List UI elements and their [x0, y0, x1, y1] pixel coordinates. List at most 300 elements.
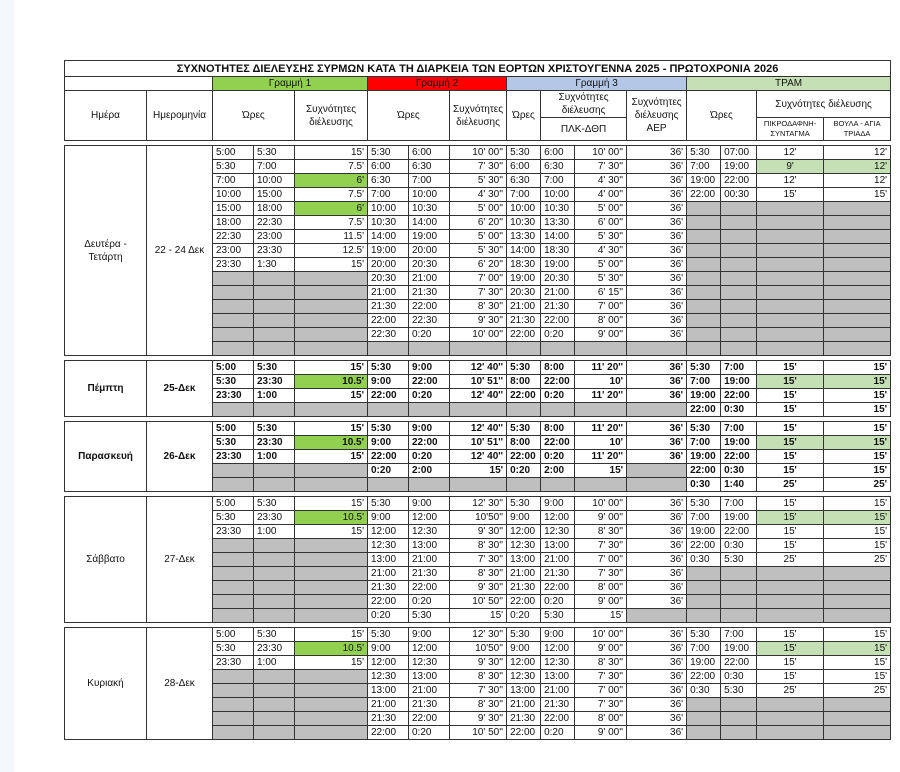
line3-from: 13:30: [507, 230, 541, 244]
empty-cell: [757, 328, 824, 342]
line3-frequency: 15': [575, 464, 627, 478]
empty-cell: [721, 328, 757, 342]
empty-cell: [295, 314, 368, 328]
line1-frequency: 15': [295, 258, 368, 272]
line3-from: 13:00: [507, 684, 541, 698]
line2-from: 12:00: [368, 656, 409, 670]
empty-cell: [721, 202, 757, 216]
empty-cell: [295, 539, 368, 553]
empty-cell: [295, 581, 368, 595]
empty-cell: [757, 272, 824, 286]
empty-cell: [627, 464, 687, 478]
line1-from: 7:00: [213, 174, 254, 188]
empty-cell: [254, 684, 295, 698]
line2-frequency: 10' 51'': [450, 375, 507, 389]
empty-cell: [213, 342, 254, 356]
line3-to: 22:00: [541, 712, 575, 726]
line2-frequency: 6' 20'': [450, 258, 507, 272]
line2-to: 21:00: [409, 684, 450, 698]
empty-cell: [757, 726, 824, 740]
line3-airport-frequency: 36': [627, 628, 687, 642]
line2-frequency: 8' 30'': [450, 567, 507, 581]
line2-to: 5:30: [409, 609, 450, 623]
tram-route-b-frequency: 15': [824, 389, 891, 403]
empty-cell: [213, 553, 254, 567]
empty-cell: [757, 698, 824, 712]
line2-from: 20:00: [368, 258, 409, 272]
line3-from: 9:00: [507, 642, 541, 656]
line1-from: 18:00: [213, 216, 254, 230]
column-header-row-1: [65, 91, 891, 118]
line2-frequency: 5' 30'': [450, 174, 507, 188]
line3-frequency: 5' 30'': [575, 272, 627, 286]
line2-from: 22:00: [368, 595, 409, 609]
empty-cell: [721, 230, 757, 244]
line3-from: 14:00: [507, 244, 541, 258]
line2-to: 21:30: [409, 286, 450, 300]
tram-from: 19:00: [687, 389, 721, 403]
line1-to: 1:00: [254, 389, 295, 403]
line1-from: 5:30: [213, 375, 254, 389]
line2-from: 13:00: [368, 553, 409, 567]
tram-hours-header: Ώρες: [687, 91, 757, 141]
tram-to: 0:30: [721, 539, 757, 553]
line3-from: 12:00: [507, 525, 541, 539]
day-cell: Παρασκευή: [65, 422, 147, 492]
tram-route-a-frequency: 15': [757, 539, 824, 553]
line3-plk-header: ΠΛΚ-ΔΘΠ: [541, 118, 627, 141]
empty-cell: [687, 244, 721, 258]
line2-frequency: 10' 50'': [450, 595, 507, 609]
line3-to: 21:00: [541, 286, 575, 300]
tram-to: 19:00: [721, 160, 757, 174]
line3-to: 8:00: [541, 361, 575, 375]
line2-frequency: 5' 00'': [450, 202, 507, 216]
line3-header: Γραμμή 3: [507, 77, 687, 91]
line1-to: 22:30: [254, 216, 295, 230]
empty-cell: [757, 244, 824, 258]
empty-cell: [541, 403, 575, 417]
line1-frequency: 10.5': [295, 375, 368, 389]
line2-frequency: 10'50'': [450, 511, 507, 525]
tram-header: ΤΡΑΜ: [687, 77, 891, 91]
tram-route-b-frequency: 15': [824, 628, 891, 642]
empty-cell: [213, 272, 254, 286]
empty-cell: [757, 567, 824, 581]
line3-frequency: 10' 00'': [575, 497, 627, 511]
line3-frequency: 8' 30'': [575, 656, 627, 670]
line2-frequency: 10'50'': [450, 642, 507, 656]
empty-cell: [824, 567, 891, 581]
tram-route-b-frequency: 15': [824, 642, 891, 656]
line3-airport-frequency: 36': [627, 656, 687, 670]
tram-route-b-frequency: 15': [824, 436, 891, 450]
tram-route-b-frequency: 15': [824, 670, 891, 684]
empty-cell: [254, 670, 295, 684]
line3-from: 18:30: [507, 258, 541, 272]
line3-frequency: 9' 00'': [575, 726, 627, 740]
line1-from: 23:30: [213, 525, 254, 539]
line3-to: 21:00: [541, 553, 575, 567]
line1-from: 23:30: [213, 450, 254, 464]
empty-cell: [254, 314, 295, 328]
line2-to: 6:00: [409, 146, 450, 160]
tram-to: 0:30: [721, 403, 757, 417]
line2-to: 9:00: [409, 422, 450, 436]
line2-from: 22:00: [368, 314, 409, 328]
line3-to: 7:00: [541, 174, 575, 188]
empty-cell: [824, 609, 891, 623]
line2-frequency: 10' 00'': [450, 328, 507, 342]
line2-frequency: 10' 51'': [450, 436, 507, 450]
date-cell: 22 - 24 Δεκ: [147, 146, 213, 356]
line2-to: 10:00: [409, 188, 450, 202]
empty-cell: [213, 581, 254, 595]
line2-frequency: 7' 30'': [450, 160, 507, 174]
empty-cell: [687, 230, 721, 244]
tram-from: 7:00: [687, 436, 721, 450]
line3-airport-frequency: 36': [627, 328, 687, 342]
line2-to: 12:30: [409, 525, 450, 539]
line1-to: 5:30: [254, 628, 295, 642]
line2-frequency: 7' 00'': [450, 272, 507, 286]
tram-route-a-frequency: 15': [757, 656, 824, 670]
line3-airport-frequency: 36': [627, 726, 687, 740]
empty-cell: [687, 286, 721, 300]
line3-from: 21:00: [507, 698, 541, 712]
line3-airport-frequency: 36': [627, 300, 687, 314]
line3-from: 8:00: [507, 436, 541, 450]
line2-frequency: 12' 40'': [450, 450, 507, 464]
table-row: [65, 628, 891, 642]
empty-cell: [824, 202, 891, 216]
tram-to: 7:00: [721, 422, 757, 436]
tram-route-a-frequency: 15': [757, 525, 824, 539]
tram-route-a-frequency: 25': [757, 478, 824, 492]
line2-to: 20:00: [409, 244, 450, 258]
tram-route-a-frequency: 15': [757, 375, 824, 389]
line2-frequency: 12' 30'': [450, 628, 507, 642]
empty-cell: [213, 595, 254, 609]
line3-airport-frequency: 36': [627, 375, 687, 389]
tram-to: 22:00: [721, 525, 757, 539]
line3-to: 0:20: [541, 389, 575, 403]
tram-to: 22:00: [721, 174, 757, 188]
tram-route-a-frequency: 15': [757, 450, 824, 464]
tram-from: 7:00: [687, 375, 721, 389]
line2-to: 9:00: [409, 361, 450, 375]
line1-frequency: 15': [295, 628, 368, 642]
empty-cell: [757, 595, 824, 609]
tram-from: 0:30: [687, 478, 721, 492]
tram-to: 5:30: [721, 684, 757, 698]
line3-airport-frequency: 36': [627, 497, 687, 511]
line2-to: 22:00: [409, 712, 450, 726]
date-cell: 27-Δεκ: [147, 497, 213, 623]
line1-to: 23:30: [254, 511, 295, 525]
empty-cell: [295, 478, 368, 492]
line1-frequency: 15': [295, 146, 368, 160]
line1-to: 1:30: [254, 258, 295, 272]
table-row: [65, 497, 891, 511]
line3-frequency: 7' 30'': [575, 567, 627, 581]
line3-to: 13:30: [541, 216, 575, 230]
line3-from: 7:00: [507, 188, 541, 202]
line2-frequency: 8' 30'': [450, 698, 507, 712]
line3-frequency: 10': [575, 436, 627, 450]
line3-frequency: 10': [575, 375, 627, 389]
line2-from: 21:30: [368, 581, 409, 595]
line2-to: 21:00: [409, 272, 450, 286]
line3-from: 9:00: [507, 511, 541, 525]
line3-to: 12:00: [541, 642, 575, 656]
empty-cell: [687, 202, 721, 216]
empty-cell: [409, 403, 450, 417]
tram-route-a-frequency: 12': [757, 174, 824, 188]
line1-from: 5:00: [213, 146, 254, 160]
title-row: [65, 61, 891, 77]
empty-cell: [295, 464, 368, 478]
date-cell: 25-Δεκ: [147, 361, 213, 417]
tram-route-a-frequency: 25': [757, 684, 824, 698]
line1-frequency: 15': [295, 525, 368, 539]
line3-from: 0:20: [507, 464, 541, 478]
line2-to: 21:30: [409, 698, 450, 712]
empty-cell: [824, 581, 891, 595]
empty-cell: [721, 244, 757, 258]
line2-from: 21:30: [368, 300, 409, 314]
line3-to: 12:00: [541, 511, 575, 525]
empty-cell: [254, 609, 295, 623]
tram-route-a-frequency: 15': [757, 497, 824, 511]
line2-from: 20:30: [368, 272, 409, 286]
line1-from: 23:30: [213, 656, 254, 670]
line-header-row: [65, 77, 891, 91]
empty-cell: [213, 328, 254, 342]
line1-to: 23:00: [254, 230, 295, 244]
line1-frequency: 10.5': [295, 511, 368, 525]
empty-cell: [213, 712, 254, 726]
day-cell: Κυριακή: [65, 628, 147, 740]
line3-from: 22:00: [507, 726, 541, 740]
line3-airport-frequency: 36': [627, 389, 687, 403]
line1-frequency: 15': [295, 361, 368, 375]
line2-to: 13:00: [409, 539, 450, 553]
line2-from: 10:00: [368, 202, 409, 216]
tram-to: 19:00: [721, 642, 757, 656]
empty-cell: [213, 670, 254, 684]
empty-cell: [295, 342, 368, 356]
line1-to: 23:30: [254, 436, 295, 450]
line1-frequency: 6': [295, 202, 368, 216]
empty-cell: [213, 726, 254, 740]
empty-cell: [757, 300, 824, 314]
empty-cell: [295, 403, 368, 417]
line2-from: 22:00: [368, 726, 409, 740]
empty-cell: [254, 581, 295, 595]
empty-cell: [721, 216, 757, 230]
line2-to: 0:20: [409, 328, 450, 342]
empty-cell: [213, 684, 254, 698]
empty-cell: [757, 581, 824, 595]
line3-frequency: 10' 00'': [575, 628, 627, 642]
tram-from: 5:30: [687, 361, 721, 375]
line3-to: 8:00: [541, 422, 575, 436]
line2-from: 13:00: [368, 684, 409, 698]
line3-frequency: 7' 30'': [575, 670, 627, 684]
line3-airport-frequency: 36': [627, 553, 687, 567]
line3-frequency: 11' 20'': [575, 422, 627, 436]
line3-from: 22:00: [507, 450, 541, 464]
tram-route-a-frequency: 12': [757, 146, 824, 160]
empty-cell: [295, 595, 368, 609]
line1-frequency: 15': [295, 389, 368, 403]
tram-from: 0:30: [687, 553, 721, 567]
empty-cell: [721, 698, 757, 712]
line3-frequency: 9' 00'': [575, 595, 627, 609]
line2-from: 22:30: [368, 328, 409, 342]
tram-to: 0:30: [721, 464, 757, 478]
line3-from: 5:30: [507, 146, 541, 160]
empty-cell: [450, 342, 507, 356]
tram-route-a-frequency: 15': [757, 389, 824, 403]
line3-to: 13:00: [541, 539, 575, 553]
line3-from: 19:00: [507, 272, 541, 286]
line3-hours-header: Ώρες: [507, 91, 541, 141]
line2-from: 21:00: [368, 698, 409, 712]
line2-frequency: 12' 40'': [450, 389, 507, 403]
empty-cell: [627, 403, 687, 417]
line2-to: 19:00: [409, 230, 450, 244]
line1-to: 10:00: [254, 174, 295, 188]
empty-cell: [295, 670, 368, 684]
line3-to: 10:00: [541, 188, 575, 202]
empty-cell: [687, 258, 721, 272]
line3-airport-frequency: 36': [627, 698, 687, 712]
line3-frequency: 5' 00'': [575, 258, 627, 272]
tram-route-b-frequency: 12': [824, 160, 891, 174]
line1-frequency: 7.5': [295, 188, 368, 202]
line2-to: 22:00: [409, 436, 450, 450]
empty-cell: [575, 342, 627, 356]
line3-to: 9:00: [541, 628, 575, 642]
empty-cell: [295, 553, 368, 567]
line2-frequency: 7' 30'': [450, 684, 507, 698]
line1-from: 5:30: [213, 436, 254, 450]
line2-to: 2:00: [409, 464, 450, 478]
tram-from: 5:30: [687, 422, 721, 436]
line1-from: 15:00: [213, 202, 254, 216]
tram-from: 7:00: [687, 160, 721, 174]
line2-from: 0:20: [368, 464, 409, 478]
tram-route-b-frequency: 15': [824, 403, 891, 417]
line2-frequency: 12' 30'': [450, 497, 507, 511]
line1-from: 23:30: [213, 389, 254, 403]
line2-from: 22:00: [368, 450, 409, 464]
tram-from: 19:00: [687, 656, 721, 670]
empty-cell: [254, 698, 295, 712]
line2-to: 0:20: [409, 389, 450, 403]
line2-to: 22:30: [409, 314, 450, 328]
line1-to: 5:30: [254, 422, 295, 436]
line2-to: 21:00: [409, 553, 450, 567]
tram-to: 22:00: [721, 656, 757, 670]
line3-frequency: 7' 00'': [575, 553, 627, 567]
line1-frequency: 10.5': [295, 436, 368, 450]
empty-cell: [687, 328, 721, 342]
tram-to: 7:00: [721, 361, 757, 375]
empty-cell: [721, 258, 757, 272]
tram-from: 19:00: [687, 174, 721, 188]
line2-from: 9:00: [368, 375, 409, 389]
tram-to: 19:00: [721, 436, 757, 450]
tram-to: 19:00: [721, 511, 757, 525]
line3-from: 12:00: [507, 656, 541, 670]
line1-from: 5:00: [213, 497, 254, 511]
tram-route-a-frequency: 15': [757, 436, 824, 450]
line3-airport-frequency: 36': [627, 160, 687, 174]
line3-from: 8:00: [507, 375, 541, 389]
empty-cell: [254, 595, 295, 609]
line2-from: 12:30: [368, 670, 409, 684]
line3-airport-frequency: 36': [627, 581, 687, 595]
empty-cell: [687, 300, 721, 314]
empty-cell: [757, 712, 824, 726]
empty-cell: [687, 314, 721, 328]
line3-to: 2:00: [541, 464, 575, 478]
empty-cell: [627, 478, 687, 492]
line2-frequency: 5' 00'': [450, 230, 507, 244]
empty-cell: [757, 216, 824, 230]
tram-route-a-frequency: 15': [757, 403, 824, 417]
line3-airport-frequency: 36': [627, 272, 687, 286]
empty-cell: [757, 342, 824, 356]
line2-frequency: 9' 30'': [450, 712, 507, 726]
empty-cell: [757, 314, 824, 328]
line2-from: 5:30: [368, 361, 409, 375]
line2-from: 21:30: [368, 712, 409, 726]
line1-frequency: 12.5': [295, 244, 368, 258]
line2-from: 9:00: [368, 436, 409, 450]
line2-to: 22:00: [409, 375, 450, 389]
empty-cell: [824, 244, 891, 258]
line1-from: 22:30: [213, 230, 254, 244]
tram-route-a-frequency: 15': [757, 188, 824, 202]
empty-cell: [824, 314, 891, 328]
line3-to: 22:00: [541, 375, 575, 389]
day-cell: Πέμπτη: [65, 361, 147, 417]
line3-from: 20:30: [507, 286, 541, 300]
line3-frequency: 8' 00'': [575, 314, 627, 328]
empty-cell: [213, 609, 254, 623]
date-cell: 26-Δεκ: [147, 422, 213, 492]
line2-from: 10:30: [368, 216, 409, 230]
empty-cell: [721, 609, 757, 623]
line3-from: 21:30: [507, 581, 541, 595]
line3-to: 6:00: [541, 146, 575, 160]
empty-cell: [721, 567, 757, 581]
line3-airport-frequency: 36': [627, 361, 687, 375]
line3-airport-frequency: 36': [627, 244, 687, 258]
tram-route-a-frequency: 15': [757, 422, 824, 436]
line3-from: 6:30: [507, 174, 541, 188]
tram-route-a-frequency: 15': [757, 511, 824, 525]
line3-to: 22:00: [541, 581, 575, 595]
empty-cell: [507, 403, 541, 417]
line1-to: 1:00: [254, 450, 295, 464]
empty-cell: [824, 300, 891, 314]
tram-to: 0:30: [721, 670, 757, 684]
